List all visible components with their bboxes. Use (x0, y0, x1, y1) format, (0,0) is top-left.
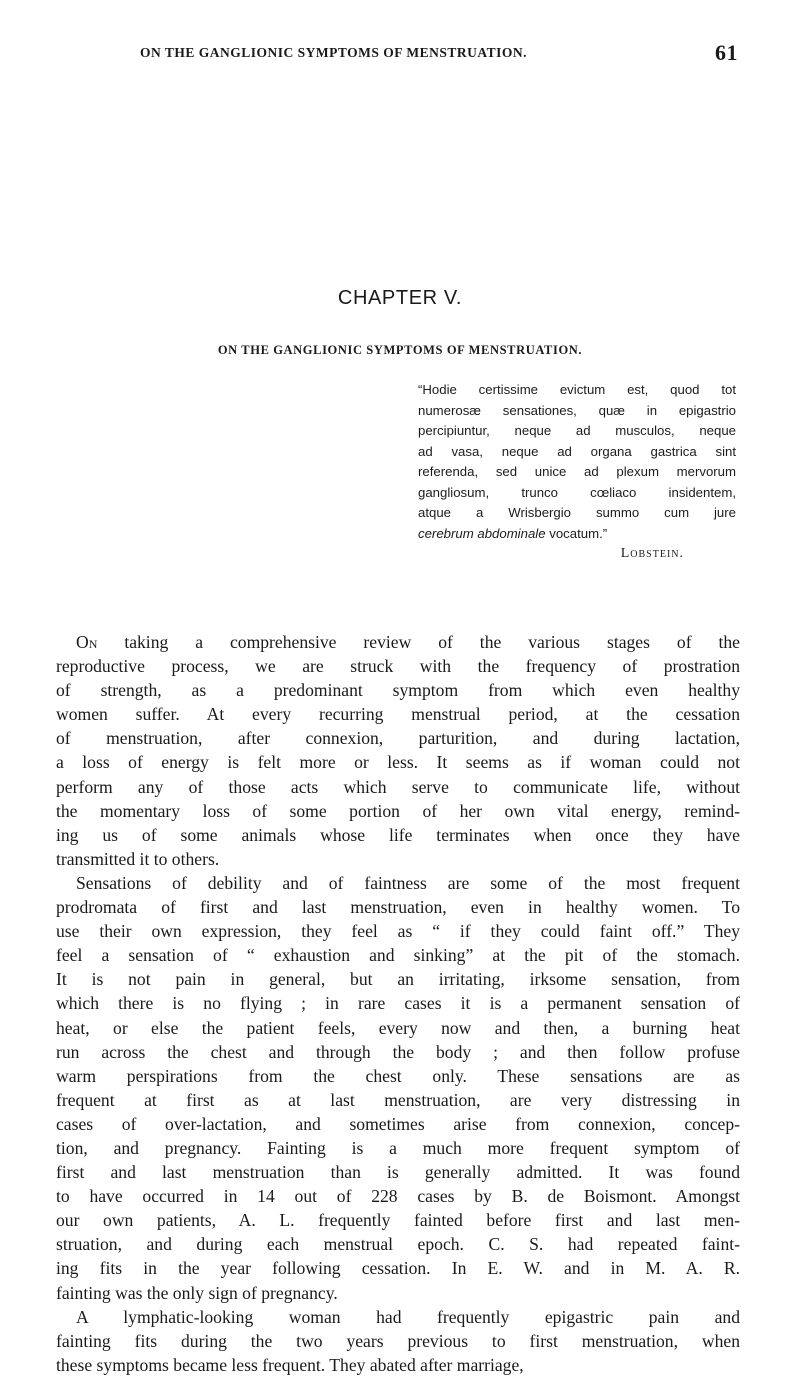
line-text: a loss of energy is felt more or less. It seems as if woman could not (56, 752, 740, 773)
text-line (56, 1088, 740, 1112)
text-line (56, 1256, 740, 1280)
line-text: run across the chest and through the body ; and then follow profuse (56, 1041, 740, 1062)
text-line (56, 823, 740, 847)
line-text: ing fits in the year following cessation. In E. W. and in M. A. R. (56, 1258, 740, 1279)
running-head-title: ON THE GANGLIONIC SYMPTOMS OF MENSTRUATION. (140, 45, 528, 60)
line-text: first and last menstruation than is generally admitted. It was found (56, 1162, 740, 1183)
line-text: It is not pain in general, but an irritating, irksome sensation, from (56, 969, 740, 990)
text-line (56, 919, 740, 943)
text-line (56, 750, 740, 774)
paragraph (56, 1305, 740, 1377)
line-text: our own patients, A. L. frequently fainted before first and last men- (56, 1210, 740, 1231)
epigraph-line: gangliosum, trunco cœliaco insidentem, (418, 484, 736, 500)
line-text: heat, or else the patient feels, every now and then, a burning heat (56, 1017, 740, 1038)
epigraph-line: numerosæ sensationes, quæ in epigastrio (418, 402, 736, 418)
text-line (56, 654, 740, 678)
text-line (56, 1305, 740, 1329)
text-line (56, 799, 740, 823)
line-text: which there is no flying ; in rare cases it is a permanent sensation of (56, 993, 740, 1014)
text-line (56, 1112, 740, 1136)
text-line (56, 1329, 740, 1353)
epigraph-last-line (418, 524, 736, 545)
line-text: perform any of those acts which serve to communicate life, without (56, 776, 740, 797)
text-line (56, 871, 740, 895)
text-line (56, 702, 740, 726)
text-line (56, 1160, 740, 1184)
text-line (56, 678, 740, 702)
line-text: A lymphatic-looking woman had frequently epigastric pain and (76, 1306, 740, 1327)
line-text: the momentary loss of some portion of her own vital energy, remind- (56, 800, 740, 821)
epigraph-line-end: vocatum.” (545, 525, 608, 541)
text-line (56, 726, 740, 750)
line-text: these symptoms became less frequent. They abated after marriage, (56, 1354, 524, 1375)
line-text: warm perspirations from the chest only. These sensations are as (56, 1065, 740, 1086)
line-text: ing us of some animals whose life terminates when once they have (56, 824, 740, 845)
text-line (56, 967, 740, 991)
text-line (56, 1040, 740, 1064)
line-text: tion, and pregnancy. Fainting is a much more frequent symptom of (56, 1137, 740, 1158)
body-text (56, 630, 740, 1377)
line-text: of menstruation, after connexion, parturition, and during lactation, (56, 728, 740, 749)
text-line (56, 630, 740, 654)
text-line (56, 1136, 740, 1160)
text-line (56, 943, 740, 967)
text-line (56, 1064, 740, 1088)
chapter-subtitle: ON THE GANGLIONIC SYMPTOMS OF MENSTRUATION. (217, 343, 583, 357)
line-text: frequent at first as at last menstruation, are very distressing in (56, 1089, 740, 1110)
epigraph-line: atque a Wrisbergio summo cum jure (418, 505, 736, 520)
epigraph-line: referenda, sed unice ad plexum mervorum (418, 464, 736, 479)
text-line (56, 847, 740, 871)
line-text: women suffer. At every recurring menstrual period, at the cessation (56, 704, 740, 725)
text-line (56, 1184, 740, 1208)
line-text: Sensations of debility and of faintness are some of the most frequent (76, 872, 740, 893)
line-text: fainting was the only sign of pregnancy. (56, 1282, 338, 1303)
epigraph (418, 380, 736, 565)
epigraph-line: ad vasa, neque ad organa gastrica sint (418, 443, 736, 459)
text-line (56, 895, 740, 919)
line-text: reproductive process, we are struck with the frequency of prostration (56, 656, 740, 677)
line-text: feel a sensation of “ exhaustion and sinking” at the pit of the stomach. (56, 945, 740, 966)
paragraph (56, 630, 740, 871)
chapter-title: CHAPTER V. (337, 287, 463, 309)
text-line (56, 1353, 740, 1377)
text-line (56, 991, 740, 1015)
page-number: 61 (715, 40, 738, 65)
paragraph (56, 871, 740, 1305)
paragraph-opening-word: On (76, 632, 98, 652)
line-text: to have occurred in 14 out of 228 cases by B. de Boismont. Amongst (56, 1186, 740, 1207)
epigraph-italic-phrase: cerebrum abdominale (418, 525, 546, 541)
line-text: prodromata of first and last menstruation, even in healthy women. To (56, 897, 740, 918)
epigraph-line: percipiuntur, neque ad musculos, neque (418, 423, 736, 438)
epigraph-line: “Hodie certissime evictum est, quod tot (418, 382, 736, 397)
text-line (56, 1281, 740, 1305)
text-line (56, 1232, 740, 1256)
epigraph-attribution: Lobstein. (620, 546, 684, 561)
line-text: fainting fits during the two years previous to first menstruation, when (56, 1330, 740, 1351)
line-text: of strength, as a predominant symptom from which even healthy (56, 680, 740, 701)
text-line (56, 1016, 740, 1040)
text-line (56, 775, 740, 799)
line-text: taking a comprehensive review of the various stages of the (97, 632, 740, 652)
line-text: cases of over-lactation, and sometimes arise from connexion, concep- (56, 1113, 740, 1134)
running-head (70, 40, 738, 64)
line-text: struation, and during each menstrual epoch. C. S. had repeated faint- (56, 1234, 740, 1255)
text-line (56, 1208, 740, 1232)
line-text: use their own expression, they feel as “ if they could faint off.” They (56, 921, 740, 942)
line-text: transmitted it to others. (56, 848, 220, 869)
